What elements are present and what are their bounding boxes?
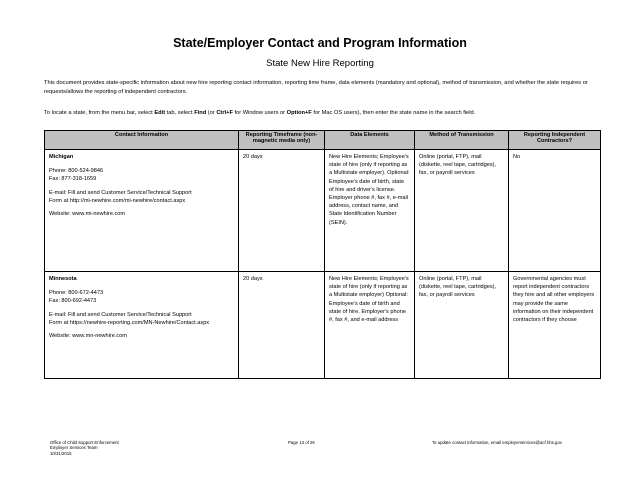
data-elements-cell: New Hire Elements; Employee's state of hire (only if reporting as a Multistate employer). Optional: Employee's date of birth, state of hire and driver's license. Employer phone #, fax #, e-mail address, contact name, and State Identification Number (SEIN). xyxy=(325,150,415,272)
footer-update-contact: To update contact information, email employerservices@acf.hhs.gov xyxy=(432,440,562,445)
table-row xyxy=(45,150,601,272)
locate-instructions xyxy=(44,109,604,117)
timeframe-cell: 20 days xyxy=(239,272,325,379)
locate-text: tab, select xyxy=(165,110,195,116)
locate-text: To locate a state, from the menu bar, select xyxy=(44,110,155,116)
contractors-cell: Governmental agencies must report independent contractors they hire and all other employers may provide the same information on their independent contractors if they choose xyxy=(509,272,601,379)
state-name: Michigan xyxy=(49,154,74,160)
state-name: Minnesota xyxy=(49,276,77,282)
header-data-elements: Data Elements xyxy=(325,131,415,150)
contact-cell xyxy=(45,150,239,272)
transmission-cell: Online (portal, FTP), mail (diskette, reel tape, cartridges), fax, or payroll services xyxy=(415,150,509,272)
footer-team: Employer Services Team xyxy=(50,445,98,451)
fax-number: Fax: 800-692-4473 xyxy=(49,298,97,305)
fax-number: Fax: 877-318-1659 xyxy=(49,176,97,183)
data-elements-cell: New Hire Elements; Employee's state of hire (only if reporting as a Multistate employer) Optional: Employee's date of birth and state of hire. Employer's phone #, fax #, and e-mail address xyxy=(325,272,415,379)
locate-text: for Mac OS users), then enter the state name in the search field. xyxy=(311,110,476,116)
website: Website: www.mi-newhire.com xyxy=(49,211,126,218)
document-title: State/Employer Contact and Program Information xyxy=(173,36,467,50)
header-contact-information: Contact Information xyxy=(45,131,239,150)
phone-number: Phone: 800-672-4473 xyxy=(49,290,104,297)
locate-option-f: Option+F xyxy=(286,110,312,116)
phone-number: Phone: 800-524-9846 xyxy=(49,168,104,175)
contact-form-url: Form at https://newhire-reporting.com/MN-Newhire/Contact.aspx xyxy=(49,319,210,326)
email-instructions: E-mail: Fill and send Customer Service/Technical Support xyxy=(49,311,192,318)
header-independent-contractors: Reporting Independent Contractors? xyxy=(509,131,601,150)
footer-office: Office of Child Support Enforcement xyxy=(50,440,119,445)
state-info-table xyxy=(44,130,601,379)
document-subtitle: State New Hire Reporting xyxy=(266,58,374,69)
contact-cell xyxy=(45,272,239,379)
timeframe-cell: 20 days xyxy=(239,150,325,272)
intro-paragraph: This document provides state-specific information about new hire reporting contact information, reporting time frame, data elements (mandatory and optional), method of transmission, and whether the state requires or requests/allows the reporting of independent contractors. xyxy=(44,80,588,95)
locate-ctrl-f: Ctrl+F xyxy=(216,110,233,116)
email-instructions: E-mail: Fill and send Customer Service/Technical Support xyxy=(49,189,192,196)
locate-find: Find xyxy=(194,110,207,116)
website: Website: www.mn-newhire.com xyxy=(49,333,127,340)
footer-office-info xyxy=(50,440,119,456)
table-row xyxy=(45,272,601,379)
contact-form-url: Form at http://mi-newhire.com/mi-newhire/contact.aspx xyxy=(49,197,186,204)
header-reporting-timeframe: Reporting Timeframe (non-magnetic media only) xyxy=(239,131,325,150)
header-method-of-transmission: Method of Transmission xyxy=(415,131,509,150)
footer-date: 10/31/2015 xyxy=(50,450,72,456)
table-header-row xyxy=(45,131,601,150)
footer-page-number: Page 13 of 26 xyxy=(288,440,315,445)
contractors-cell: No xyxy=(509,150,601,272)
locate-text: for Window users or xyxy=(232,110,287,116)
locate-edit: Edit xyxy=(154,110,166,116)
transmission-cell: Online (portal, FTP), mail (diskette, reel tape, cartridges), fax, or payroll services xyxy=(415,272,509,379)
locate-text: (or xyxy=(206,110,217,116)
